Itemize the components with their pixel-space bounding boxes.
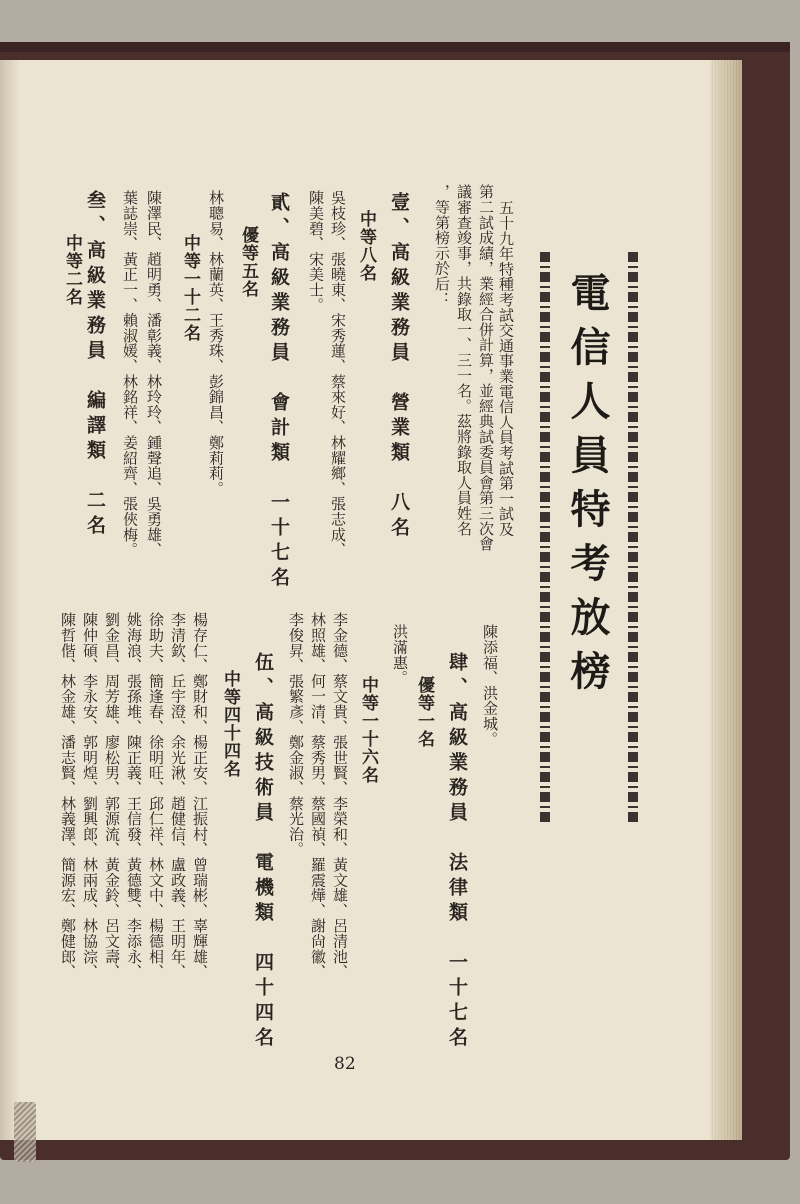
- names-4-pre-a: 陳添福、洪金城。: [481, 624, 499, 747]
- names-5-1-f: 陳仲碩、李永安、郭明煌、劉興郎、林兩成、林協淙、: [81, 612, 99, 980]
- article-title: 電信人員特考放榜: [564, 272, 611, 704]
- names-5-1-a: 楊存仁、鄭財和、楊正安、江振村、曾瑞彬、辜輝雄、: [191, 612, 209, 980]
- names-2-2-b: 葉誌崇、黃正一、賴淑媛、林銘祥、姜紹齊、張俠梅。: [121, 190, 139, 558]
- intro-line-1: 五十九年特種考試交通事業電信人員考試第一試及: [497, 200, 515, 537]
- names-4-2-b: 林照雄、何一清、蔡秀男、蔡國禎、羅震燁、謝尙徽、: [309, 612, 327, 980]
- bookmark-thread: [14, 1102, 36, 1162]
- title-border-left: [540, 252, 550, 822]
- intro-line-3: 議審查竣事，共錄取一、三一名。茲將錄取人員姓名: [455, 184, 473, 536]
- section-heading-3: 叁、高級業務員 編譯類 二名: [84, 190, 106, 540]
- spine-shadow: [0, 60, 20, 1140]
- names-5-1-b: 李清欽、丘宇澄、余光湫、趙健信、盧政義、王明年、: [169, 612, 187, 980]
- page-number: 82: [334, 1054, 356, 1074]
- grade-4-2: 中等一十六名: [358, 676, 378, 784]
- names-4-2-c: 李俊昇、張繁彥、鄭金淑、蔡光治。: [287, 612, 305, 857]
- names-5-1-d: 姚海浪、張孫堆、陳正義、王信發、黃德雙、李添永、: [125, 612, 143, 980]
- section-heading-5: 伍、高級技術員 電機類 四十四名: [252, 652, 274, 1052]
- names-1-1-a: 吳枝珍、張曉東、宋秀蓮、蔡來好、林耀鄉、張志成、: [329, 190, 347, 558]
- grade-2-2: 中等一十二名: [180, 234, 200, 342]
- names-4-pre-b: 洪滿惠。: [391, 624, 409, 686]
- names-5-1-c: 徐助夫、簡逢春、徐明旺、邱仁祥、林文中、楊德相、: [147, 612, 165, 980]
- names-1-1-b: 陳美碧、宋美士。: [307, 190, 325, 313]
- names-2-1-a: 林聰易、林蘭英、王秀珠、彭錦昌、鄭莉莉。: [207, 190, 225, 496]
- names-4-2-a: 李金德、蔡文貴、張世賢、李榮和、黃文雄、呂清池、: [331, 612, 349, 980]
- title-border-right: [628, 252, 638, 822]
- grade-2-1: 優等五名: [238, 226, 258, 298]
- grade-1-1: 中等八名: [356, 210, 376, 282]
- grade-5-1: 中等四十四名: [220, 670, 240, 778]
- grade-4-1: 優等一名: [414, 676, 434, 748]
- names-2-2-a: 陳澤民、趙明勇、潘彰義、林玲玲、鍾聲追、吳勇雄、: [145, 190, 163, 558]
- intro-line-2: 第二試成績，業經合併計算，並經典試委員會第三次會: [477, 184, 495, 552]
- section-heading-2: 貳、高級業務員 會計類 一十七名: [268, 192, 290, 592]
- names-5-1-e: 劉金昌、周芳雄、廖松男、郭源流、黃金鈴、呂文壽、: [103, 612, 121, 980]
- grade-3-1: 中等二名: [62, 234, 82, 306]
- section-heading-4: 肆、高級業務員 法律類 一十七名: [446, 652, 468, 1052]
- intro-line-4: ，等第榜示於后：: [433, 184, 451, 307]
- names-5-1-g: 陳哲偕、林金雄、潘志賢、林義澤、簡源宏、鄭健郎、: [59, 612, 77, 980]
- section-heading-1: 壹、高級業務員 營業類 八名: [388, 192, 410, 542]
- book-cover-edge: [0, 42, 790, 52]
- page-stack-lines: [712, 60, 740, 1140]
